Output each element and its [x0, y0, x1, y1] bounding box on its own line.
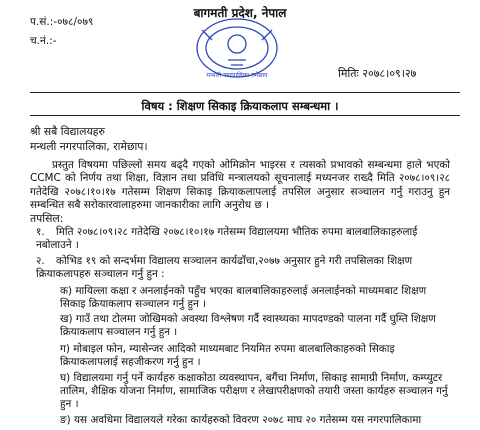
tapsil-label: तपसिल: [30, 212, 64, 225]
official-seal [194, 16, 280, 80]
list-item-number: २. [36, 255, 45, 267]
list-item-text: कोभिड १९ को सन्दर्भमा विद्यालय सञ्चालन कार्यढाँचा,२०७७ अनुसार हुने गरी तपसिलका शिक्षण क्रियाकलापहरु सञ्चालन गर्नु हुन : [36, 255, 413, 281]
reference-number: प.सं.:-०७८/०७९ [30, 16, 94, 28]
office-header: बागमती प्रदेश, नेपाल [193, 6, 287, 20]
seal-text: मन्थली नगरपालिका रामेछाप [206, 72, 268, 79]
list-item [36, 255, 452, 282]
divider-top [30, 92, 460, 93]
sub-item-kha: ख) गाउँ तथा टोलमा जोखिमको अवस्था विश्लेषण गर्दै स्वास्थ्यका मापदण्डको पालना गर्दै घुम्ति शिक्षण क्रियाकलाप सञ्चालन गर्नु हुन । [60, 313, 436, 339]
letter-date: मितिः २०७८।०९।२७ [338, 67, 417, 80]
body-paragraph: प्रस्तुत विषयमा पछिल्लो समय बढ्दै गएको ओमिक्रोन भाइरस र त्यसको प्रभावको सम्बन्धमा हाले भएको CCMC को निर्णय तथा शिक्षा, विज्ञान तथा प्रविधि मन्त्रालयको सूचनालाई मध्यनजर राख्दै मिति २०७८।०९।२८ गतेदेखि २०७८।१०।१७ गतेसम्म शिक्षण सिकाइ क्रियाकलापलाई तपसिल अनुसार सञ्चालन गर्नु गराउनु हुन सम्बन्धित सबै सरोकारवालाहरुमा जानकारीका लागि अनुरोध छ । [30, 159, 450, 212]
list-item-number: १. [36, 226, 45, 238]
sub-item-gha: घ) विद्यालयमा गर्नु पर्ने कार्यहरु कक्षाकोठा व्यवस्थापन, बगैंचा निर्माण, सिकाइ सामाग्री निर्माण, कम्प्युटर तालिम, शैक्षिक योजना निर्माण, सामाजिक परीक्षण र लेखापरीक्षणको तयारी जस्ता कार्यहरु सञ्चालन गर्नु हुन । [60, 372, 448, 411]
recipient-line-2: मन्थली नगरपालिका, रामेछाप। [30, 140, 148, 153]
sub-item-nga: ङ) यस अवधिमा विद्यालयले गरेका कार्यहरुको विवरण २०७८ माघ २० गतेसम्म यस नगरपालिकामा [60, 414, 422, 426]
list-item [36, 226, 452, 253]
divider-bottom [30, 115, 460, 116]
subject-line: विषय : शिक्षण सिकाइ क्रियाकलाप सम्बन्धमा । [141, 99, 339, 113]
sub-item-ka: क) मायिल्ला कक्षा र अनलाईनको पहुँच भएका बालबालिकाहरुलाई अनलाईनको माध्यमबाट शिक्षण सिकाइ क्रियाकलाप सञ्चालन गर्नु हुन । [60, 285, 427, 311]
sub-item-ga: ग) मोबाइल फोन, म्यासेन्जर आदिको माध्यमबाट नियमित रुपमा बालबालिकाहरुको सिकाइ क्रियाकलापलाई सहजीकरण गर्नु हुन । [60, 343, 395, 369]
dispatch-number: च.नं.:- [30, 35, 57, 47]
list-item-text: मिति २०७८।०९।२८ गतेदेखि २०७८।१०।१७ गतेसम्म विद्यालयमा भौतिक रुपमा बालबालिकाहरुलाई नबोलाउने । [36, 226, 418, 252]
recipient-line-1: श्री सबै विद्यालयहरु [30, 125, 105, 138]
